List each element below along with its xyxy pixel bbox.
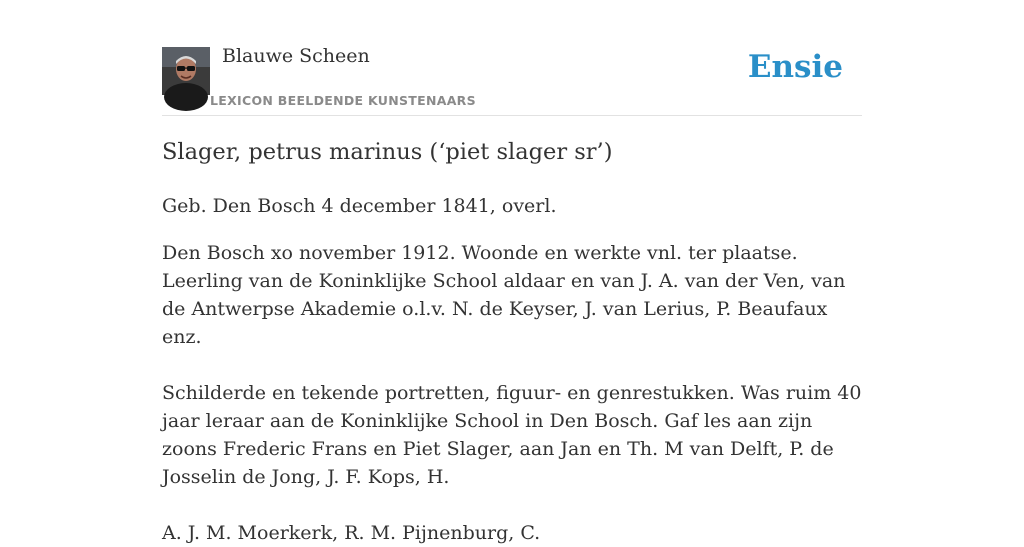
paragraph-birth: Geb. Den Bosch 4 december 1841, overl. — [162, 195, 557, 217]
author-name-link[interactable]: Blauwe Scheen — [222, 45, 370, 67]
paragraph-biography: Den Bosch xo november 1912. Woonde en werkte vnl. ter plaatse. Leerling van de Koninklijke School aldaar en van J. A. van der Ven, van de Antwerpse Akademie o.l.v. N. de Keyser, J. van Lerius, P. Beaufaux enz. — [162, 242, 846, 348]
brand-logo-link[interactable]: Ensie — [747, 49, 843, 85]
avatar-portrait-image — [162, 47, 210, 95]
category-link[interactable]: LEXICON BEELDENDE KUNSTENAARS — [210, 93, 476, 108]
author-avatar[interactable] — [162, 47, 210, 95]
article-header — [162, 0, 862, 116]
article-body — [162, 192, 862, 547]
paragraph-students: A. J. M. Moerkerk, R. M. Pijnenburg, C. — [162, 522, 541, 544]
article-card — [162, 0, 862, 544]
article-title: Slager, petrus marinus (‘piet slager sr’) — [162, 139, 613, 165]
paragraph-work: Schilderde en tekende portretten, figuur- en genrestukken. Was ruim 40 jaar leraar aan de Koninklijke School in Den Bosch. Gaf les aan zijn zoons Frederic Frans en Piet Slager, aan Jan en Th. M van Delft, P. de Josselin de Jong, J. F. Kops, H. — [162, 382, 862, 488]
